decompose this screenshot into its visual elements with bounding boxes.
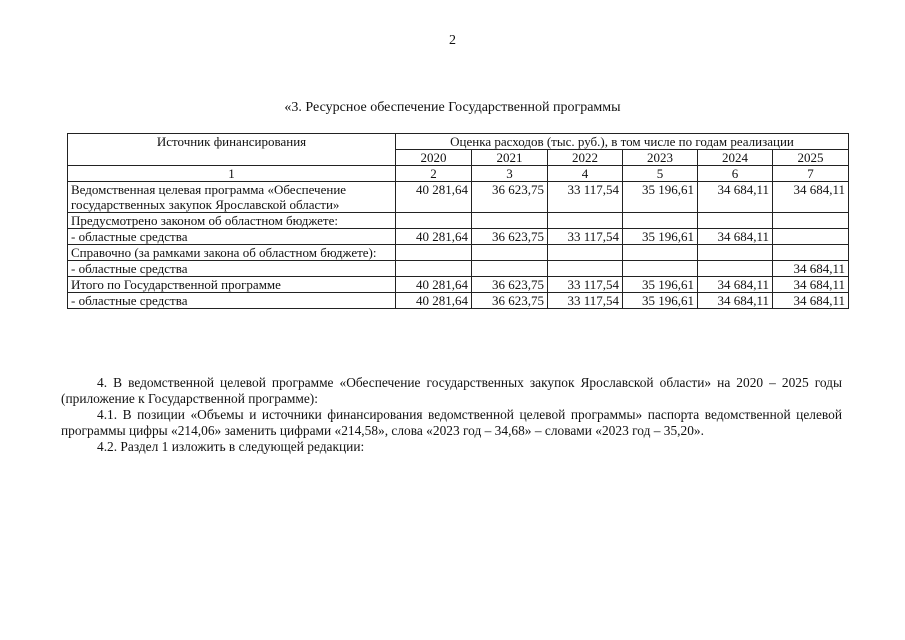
year-cell: 2025	[773, 150, 849, 166]
value-cell: 34 684,11	[773, 277, 849, 293]
value-cell: 34 684,11	[773, 293, 849, 309]
value-cell	[698, 213, 773, 229]
value-cell	[698, 245, 773, 261]
value-cell: 40 281,64	[396, 182, 472, 213]
value-cell	[472, 245, 548, 261]
body-text	[61, 375, 842, 455]
column-number: 2	[396, 166, 472, 182]
table-row	[68, 277, 849, 293]
value-cell: 34 684,11	[698, 277, 773, 293]
value-cell	[698, 261, 773, 277]
value-cell	[773, 245, 849, 261]
value-cell	[548, 245, 623, 261]
value-cell: 36 623,75	[472, 277, 548, 293]
table-row	[68, 213, 849, 229]
paragraph: 4.1. В позиции «Объемы и источники финансирования ведомственной целевой программы» паспорта ведомственной целевой программы цифры «214,06» заменить цифрами «214,58», слова «2023 год – 34,68» – словами «2023 год – 35,20».	[61, 407, 842, 438]
value-cell: 34 684,11	[698, 182, 773, 213]
value-cell: 40 281,64	[396, 229, 472, 245]
value-cell	[773, 229, 849, 245]
value-cell: 34 684,11	[698, 229, 773, 245]
value-cell: 36 623,75	[472, 182, 548, 213]
row-label: - областные средства	[68, 261, 396, 277]
row-label: Итого по Государственной программе	[68, 277, 396, 293]
value-cell	[623, 261, 698, 277]
value-cell	[472, 261, 548, 277]
value-cell	[548, 213, 623, 229]
paragraph: 4.2. Раздел 1 изложить в следующей редакции:	[97, 439, 365, 454]
year-cell: 2024	[698, 150, 773, 166]
year-cell: 2023	[623, 150, 698, 166]
value-cell: 36 623,75	[472, 293, 548, 309]
value-cell	[623, 245, 698, 261]
year-cell: 2022	[548, 150, 623, 166]
value-cell	[396, 213, 472, 229]
resource-table	[67, 133, 849, 309]
page-number: 2	[449, 33, 456, 48]
header-source: Источник финансирования	[68, 134, 396, 166]
column-number: 5	[623, 166, 698, 182]
value-cell: 35 196,61	[623, 182, 698, 213]
value-cell: 34 684,11	[773, 261, 849, 277]
row-label: Ведомственная целевая программа «Обеспечение государственных закупок Ярославской области»	[68, 182, 396, 213]
section-title: «3. Ресурсное обеспечение Государственной программы	[284, 100, 621, 115]
column-number: 7	[773, 166, 849, 182]
value-cell: 34 684,11	[773, 182, 849, 213]
column-number: 1	[68, 166, 396, 182]
table-row	[68, 261, 849, 277]
year-cell: 2021	[472, 150, 548, 166]
value-cell: 34 684,11	[698, 293, 773, 309]
value-cell: 35 196,61	[623, 277, 698, 293]
header-estimate: Оценка расходов (тыс. руб.), в том числе по годам реализации	[396, 134, 849, 150]
value-cell: 33 117,54	[548, 293, 623, 309]
value-cell: 40 281,64	[396, 293, 472, 309]
value-cell: 33 117,54	[548, 277, 623, 293]
paragraph: 4. В ведомственной целевой программе «Обеспечение государственных закупок Ярославской области» на 2020 – 2025 годы (приложение к Государственной программе):	[61, 375, 842, 406]
value-cell: 33 117,54	[548, 229, 623, 245]
value-cell: 35 196,61	[623, 229, 698, 245]
value-cell	[773, 213, 849, 229]
value-cell: 36 623,75	[472, 229, 548, 245]
value-cell: 35 196,61	[623, 293, 698, 309]
header-row	[68, 134, 849, 150]
row-label: - областные средства	[68, 229, 396, 245]
row-label: Справочно (за рамками закона об областном бюджете):	[68, 245, 396, 261]
column-numbers-row	[68, 166, 849, 182]
row-label: - областные средства	[68, 293, 396, 309]
table-row	[68, 229, 849, 245]
value-cell	[396, 245, 472, 261]
column-number: 6	[698, 166, 773, 182]
column-number: 4	[548, 166, 623, 182]
value-cell	[472, 213, 548, 229]
column-number: 3	[472, 166, 548, 182]
value-cell: 33 117,54	[548, 182, 623, 213]
row-label: Предусмотрено законом об областном бюджете:	[68, 213, 396, 229]
table-row	[68, 182, 849, 213]
value-cell	[396, 261, 472, 277]
year-cell: 2020	[396, 150, 472, 166]
table-row	[68, 245, 849, 261]
value-cell	[548, 261, 623, 277]
table-row	[68, 293, 849, 309]
value-cell	[623, 213, 698, 229]
value-cell: 40 281,64	[396, 277, 472, 293]
